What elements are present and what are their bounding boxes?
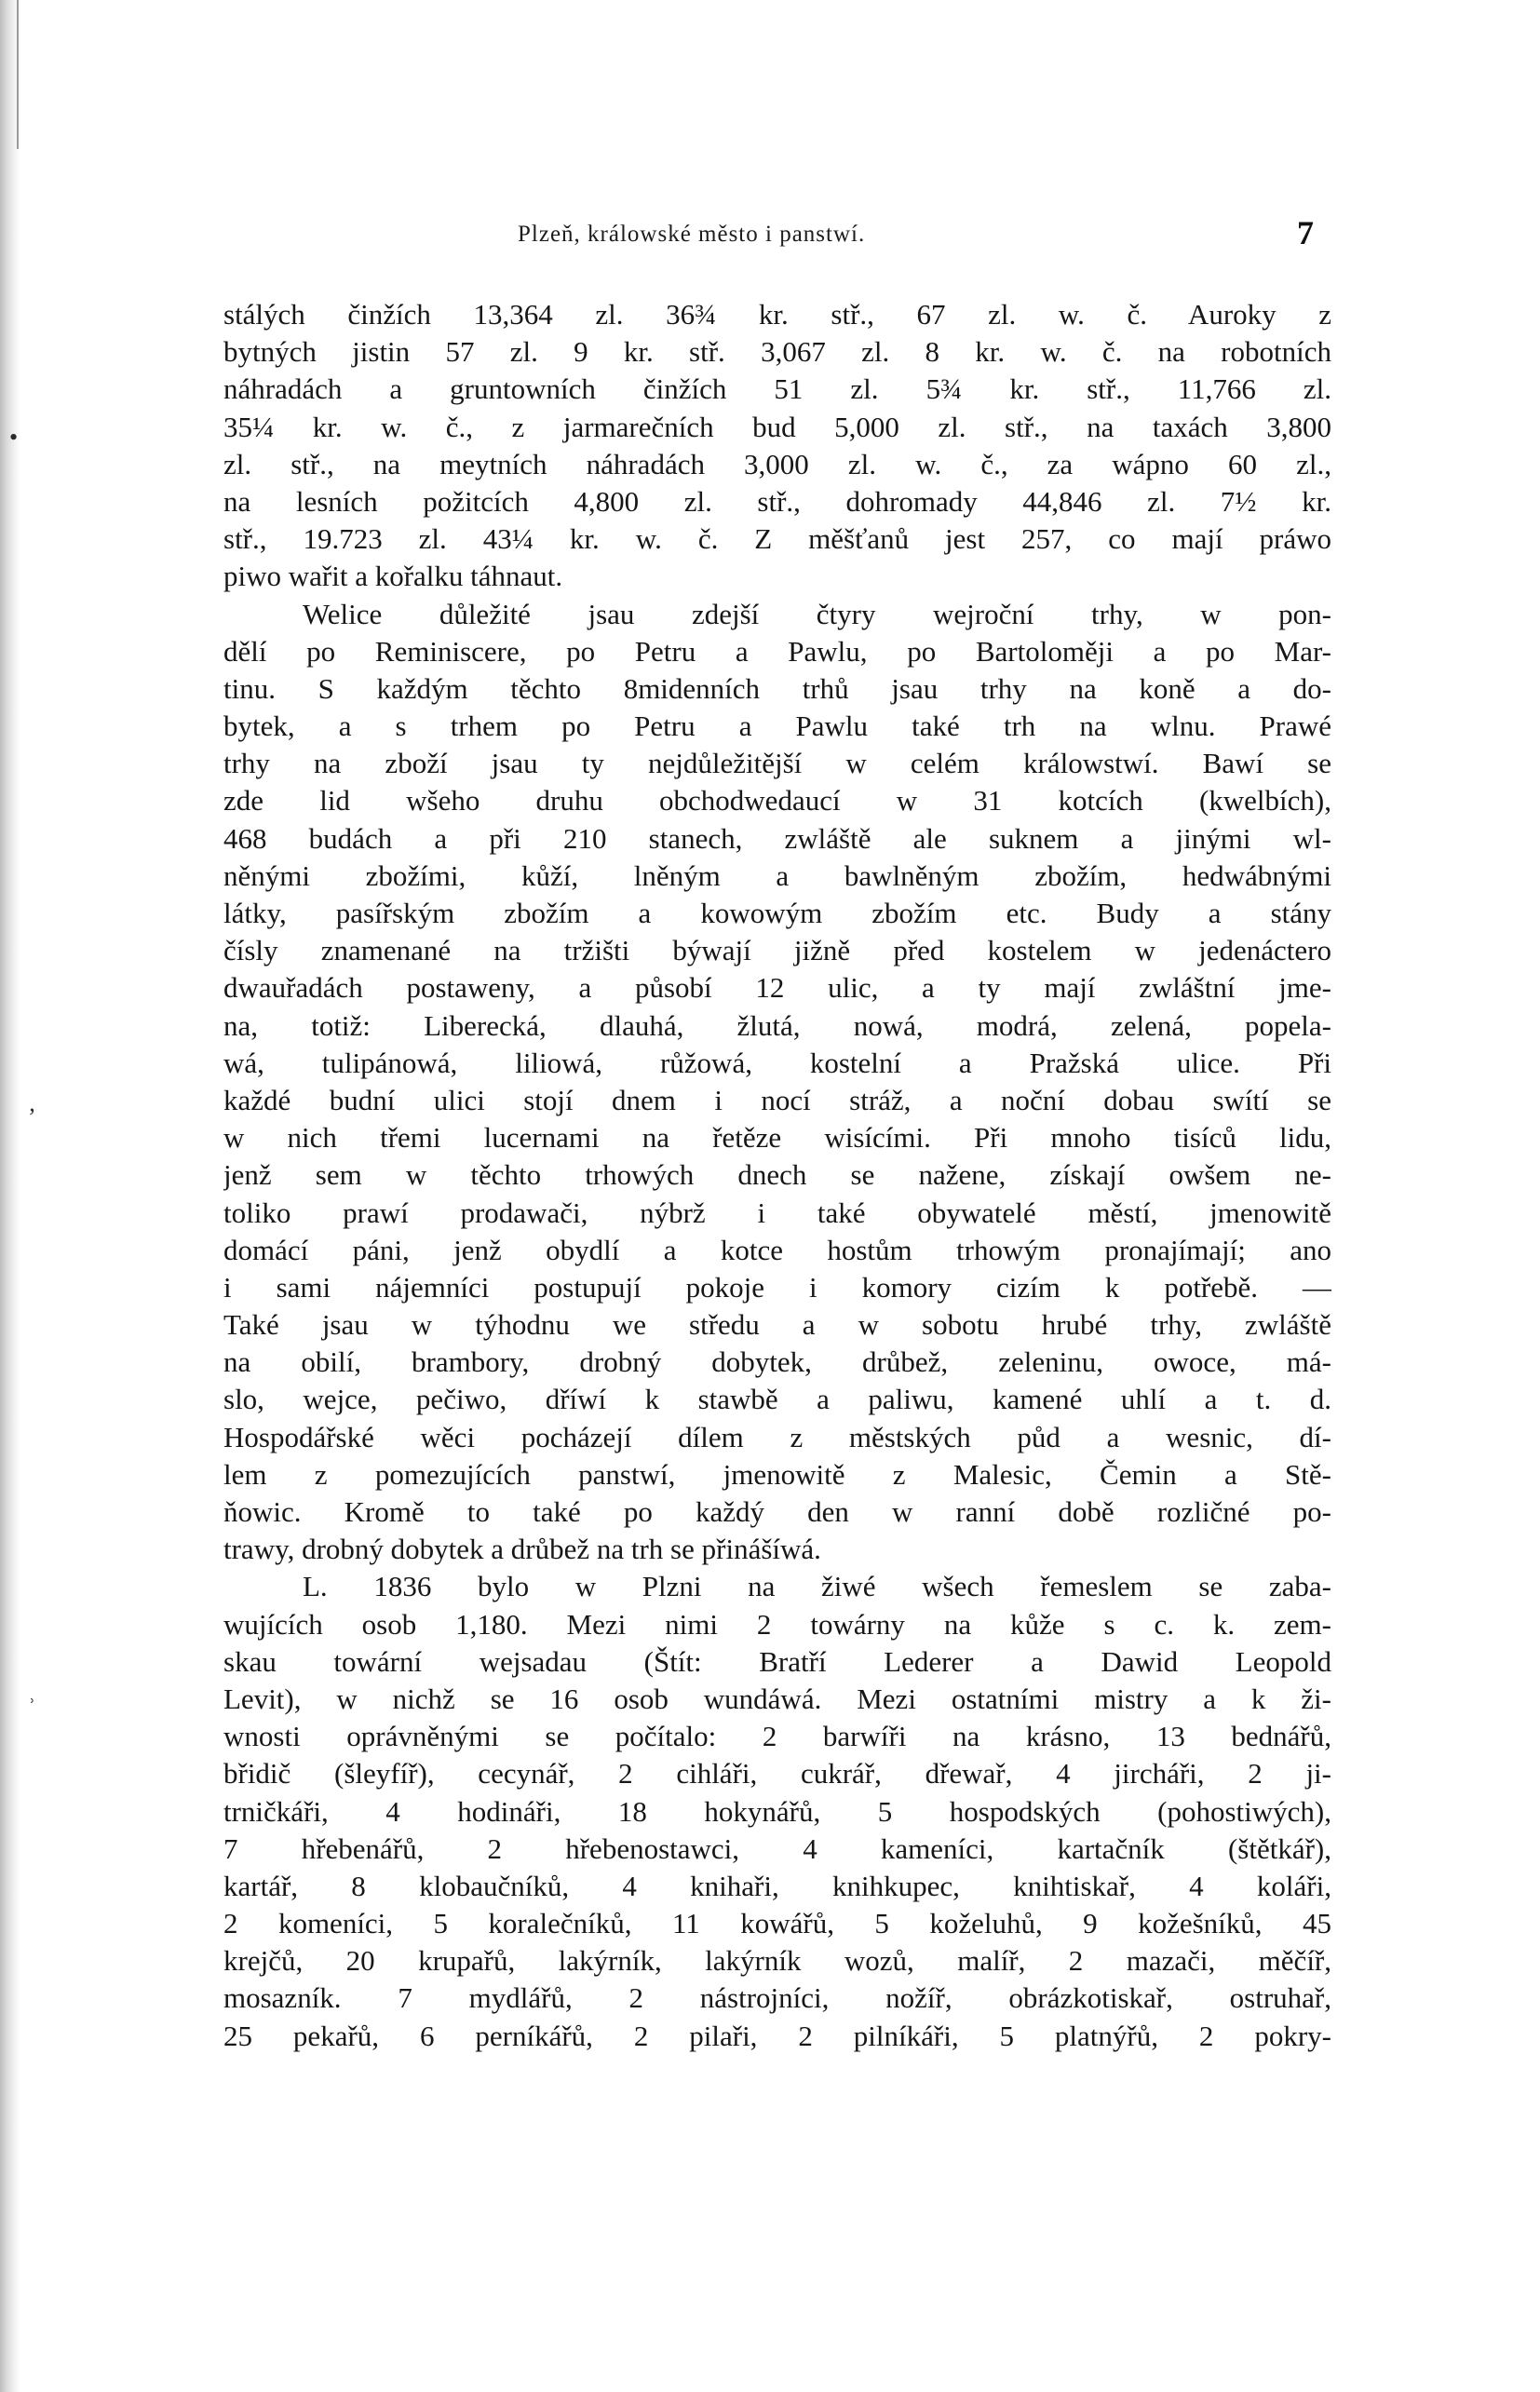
text-line: w nich třemi lucernami na řetěze wisícími. Při mnoho tisíců lidu,	[223, 1121, 1331, 1155]
text-line: L. 1836 bylo w Plzni na žiwé wšech řemeslem se zaba-	[303, 1570, 1331, 1603]
text-line: wujících osob 1,180. Mezi nimi 2 towárny na kůže s c. k. zem-	[223, 1607, 1331, 1641]
text-line: piwo wařit a kořalku táhnaut.	[223, 560, 563, 593]
body-text	[223, 296, 1331, 2055]
text-line: ňowic. Kromě to také po každý den w ranní době rozličné po-	[223, 1495, 1331, 1528]
text-line: Hospodářské wěci pocházejí dílem z městských půd a wesnic, dí-	[223, 1420, 1331, 1453]
text-line: Welice důležité jsau zdejší čtyry wejroční trhy, w pon-	[303, 597, 1331, 630]
text-line: krejčů, 20 krupařů, lakýrník, lakýrník wozů, malíř, 2 mazači, měčíř,	[223, 1944, 1331, 1978]
text-line: čísly znamenané na tržišti býwají jižně před kostelem w jedenáctero	[223, 934, 1331, 967]
text-line: břidič (šleyfíř), cecynář, 2 cihláři, cukrář, dřewař, 4 jircháři, 2 ji-	[223, 1757, 1331, 1791]
text-line: látky, pasířským zbožím a kowowým zbožím etc. Budy a stány	[223, 897, 1331, 929]
text-line: trničkáři, 4 hodináři, 18 hokynářů, 5 hospodských (pohostiwých),	[223, 1794, 1331, 1828]
text-line: dělí po Reminiscere, po Petru a Pawlu, po Bartoloměji a po Mar-	[223, 634, 1331, 668]
running-head	[0, 216, 1540, 253]
text-line: náhradách a gruntowních činžích 51 zl. 5¾ kr. stř., 11,766 zl.	[223, 372, 1331, 406]
text-line: slo, wejce, pečiwo, dříwí k stawbě a paliwu, kamené uhlí a t. d.	[223, 1383, 1331, 1416]
text-line: trhy na zboží jsau ty nejdůležitější w celém králowstwí. Bawí se	[223, 747, 1331, 780]
text-line: zl. stř., na meytních náhradách 3,000 zl. w. č., za wápno 60 zl.,	[223, 447, 1331, 480]
page-number: 7	[1297, 214, 1314, 251]
text-line: na obilí, brambory, drobný dobytek, drůbež, zeleninu, owoce, má-	[223, 1345, 1331, 1379]
text-line: Levit), w nichž se 16 osob wundáwá. Mezi ostatními mistry a k ži-	[223, 1682, 1331, 1715]
text-line: 25 pekařů, 6 perníkářů, 2 pilaři, 2 pilníkáři, 5 platnýřů, 2 pokry-	[223, 2019, 1331, 2052]
text-line: wá, tulipánowá, liliowá, růžowá, kostelní a Pražská ulice. Při	[223, 1046, 1331, 1079]
text-line: bytných jistin 57 zl. 9 kr. stř. 3,067 zl. 8 kr. w. č. na robotních	[223, 335, 1331, 369]
page-edge-shadow	[0, 0, 20, 2392]
text-line: bytek, a s trhem po Petru a Pawlu také trh na wlnu. Prawé	[223, 709, 1331, 743]
text-line: dwauřadách postaweny, a působí 12 ulic, a ty mají zwláštní jme-	[223, 971, 1331, 1005]
text-line: wnosti oprávněnými se počítalo: 2 barwíři na krásno, 13 bednářů,	[223, 1720, 1331, 1753]
text-line: lem z pomezujících panstwí, jmenowitě z Malesic, Čemin a Stě-	[223, 1457, 1331, 1491]
text-line: jenž sem w těchto trhowých dnech se nažene, získají owšem ne-	[223, 1158, 1331, 1192]
text-line: kartář, 8 klobaučníků, 4 knihaři, knihkupec, knihtiskař, 4 koláři,	[223, 1869, 1331, 1902]
text-line: stř., 19.723 zl. 43¼ kr. w. č. Z měšťanů jest 257, co mají práwo	[223, 522, 1331, 556]
text-line: tinu. S každým těchto 8midenních trhů jsau trhy na koně a do-	[223, 671, 1331, 705]
text-line: na, totiž: Liberecká, dlauhá, žlutá, nowá, modrá, zelená, popela-	[223, 1008, 1331, 1042]
text-line: domácí páni, jenž obydlí a kotce hostům trhowým pronajímají; ano	[223, 1233, 1331, 1266]
text-line: skau towární wejsadau (Štít: Bratří Lederer a Dawid Leopold	[223, 1644, 1331, 1678]
margin-mark-left-lower: ʼ	[28, 1103, 36, 1130]
text-line: něnými zbožími, kůží, lněným a bawlněným zbožím, hedwábnými	[223, 858, 1331, 892]
text-line: trawy, drobný dobytek a drůbež na trh se přinášíwá.	[223, 1533, 821, 1566]
text-line: i sami nájemníci postupují pokoje i komory cizím k potřebě. —	[223, 1270, 1331, 1304]
margin-mark-left-mid: •	[9, 424, 19, 451]
text-line: každé budní ulici stojí dnem i nocí stráž, a noční dobau swítí se	[223, 1083, 1331, 1116]
text-line: mosazník. 7 mydlářů, 2 nástrojníci, nožíř, obrázkotiskař, ostruhař,	[223, 1981, 1331, 2015]
text-line: 7 hřebenářů, 2 hřebenostawci, 4 kameníci, kartačník (štětkář),	[223, 1831, 1331, 1865]
running-title: Plzeň, králowské město i panstwí.	[518, 222, 866, 247]
margin-mark-left-bottom: ʾ	[28, 1695, 36, 1722]
text-line: stálých činžích 13,364 zl. 36¾ kr. stř., 67 zl. w. č. Auroky z	[223, 298, 1331, 331]
text-line: 35¼ kr. w. č., z jarmarečních bud 5,000 zl. stř., na taxách 3,800	[223, 410, 1331, 443]
text-line: toliko prawí prodawači, nýbrž i také obywatelé městí, jmenowitě	[223, 1196, 1331, 1229]
text-line: 2 komeníci, 5 koralečníků, 11 kowářů, 5 koželuhů, 9 kožešníků, 45	[223, 1907, 1331, 1940]
text-line: zde lid wšeho druhu obchodwedaucí w 31 kotcích (kwelbích),	[223, 784, 1331, 818]
text-line: na lesních požitcích 4,800 zl. stř., dohromady 44,846 zl. 7½ kr.	[223, 484, 1331, 518]
text-line: Také jsau w týhodnu we středu a w sobotu hrubé trhy, zwláště	[223, 1308, 1331, 1342]
page-edge-line	[17, 0, 19, 149]
text-line: 468 budách a při 210 stanech, zwláště ale suknem a jinými wl-	[223, 821, 1331, 855]
